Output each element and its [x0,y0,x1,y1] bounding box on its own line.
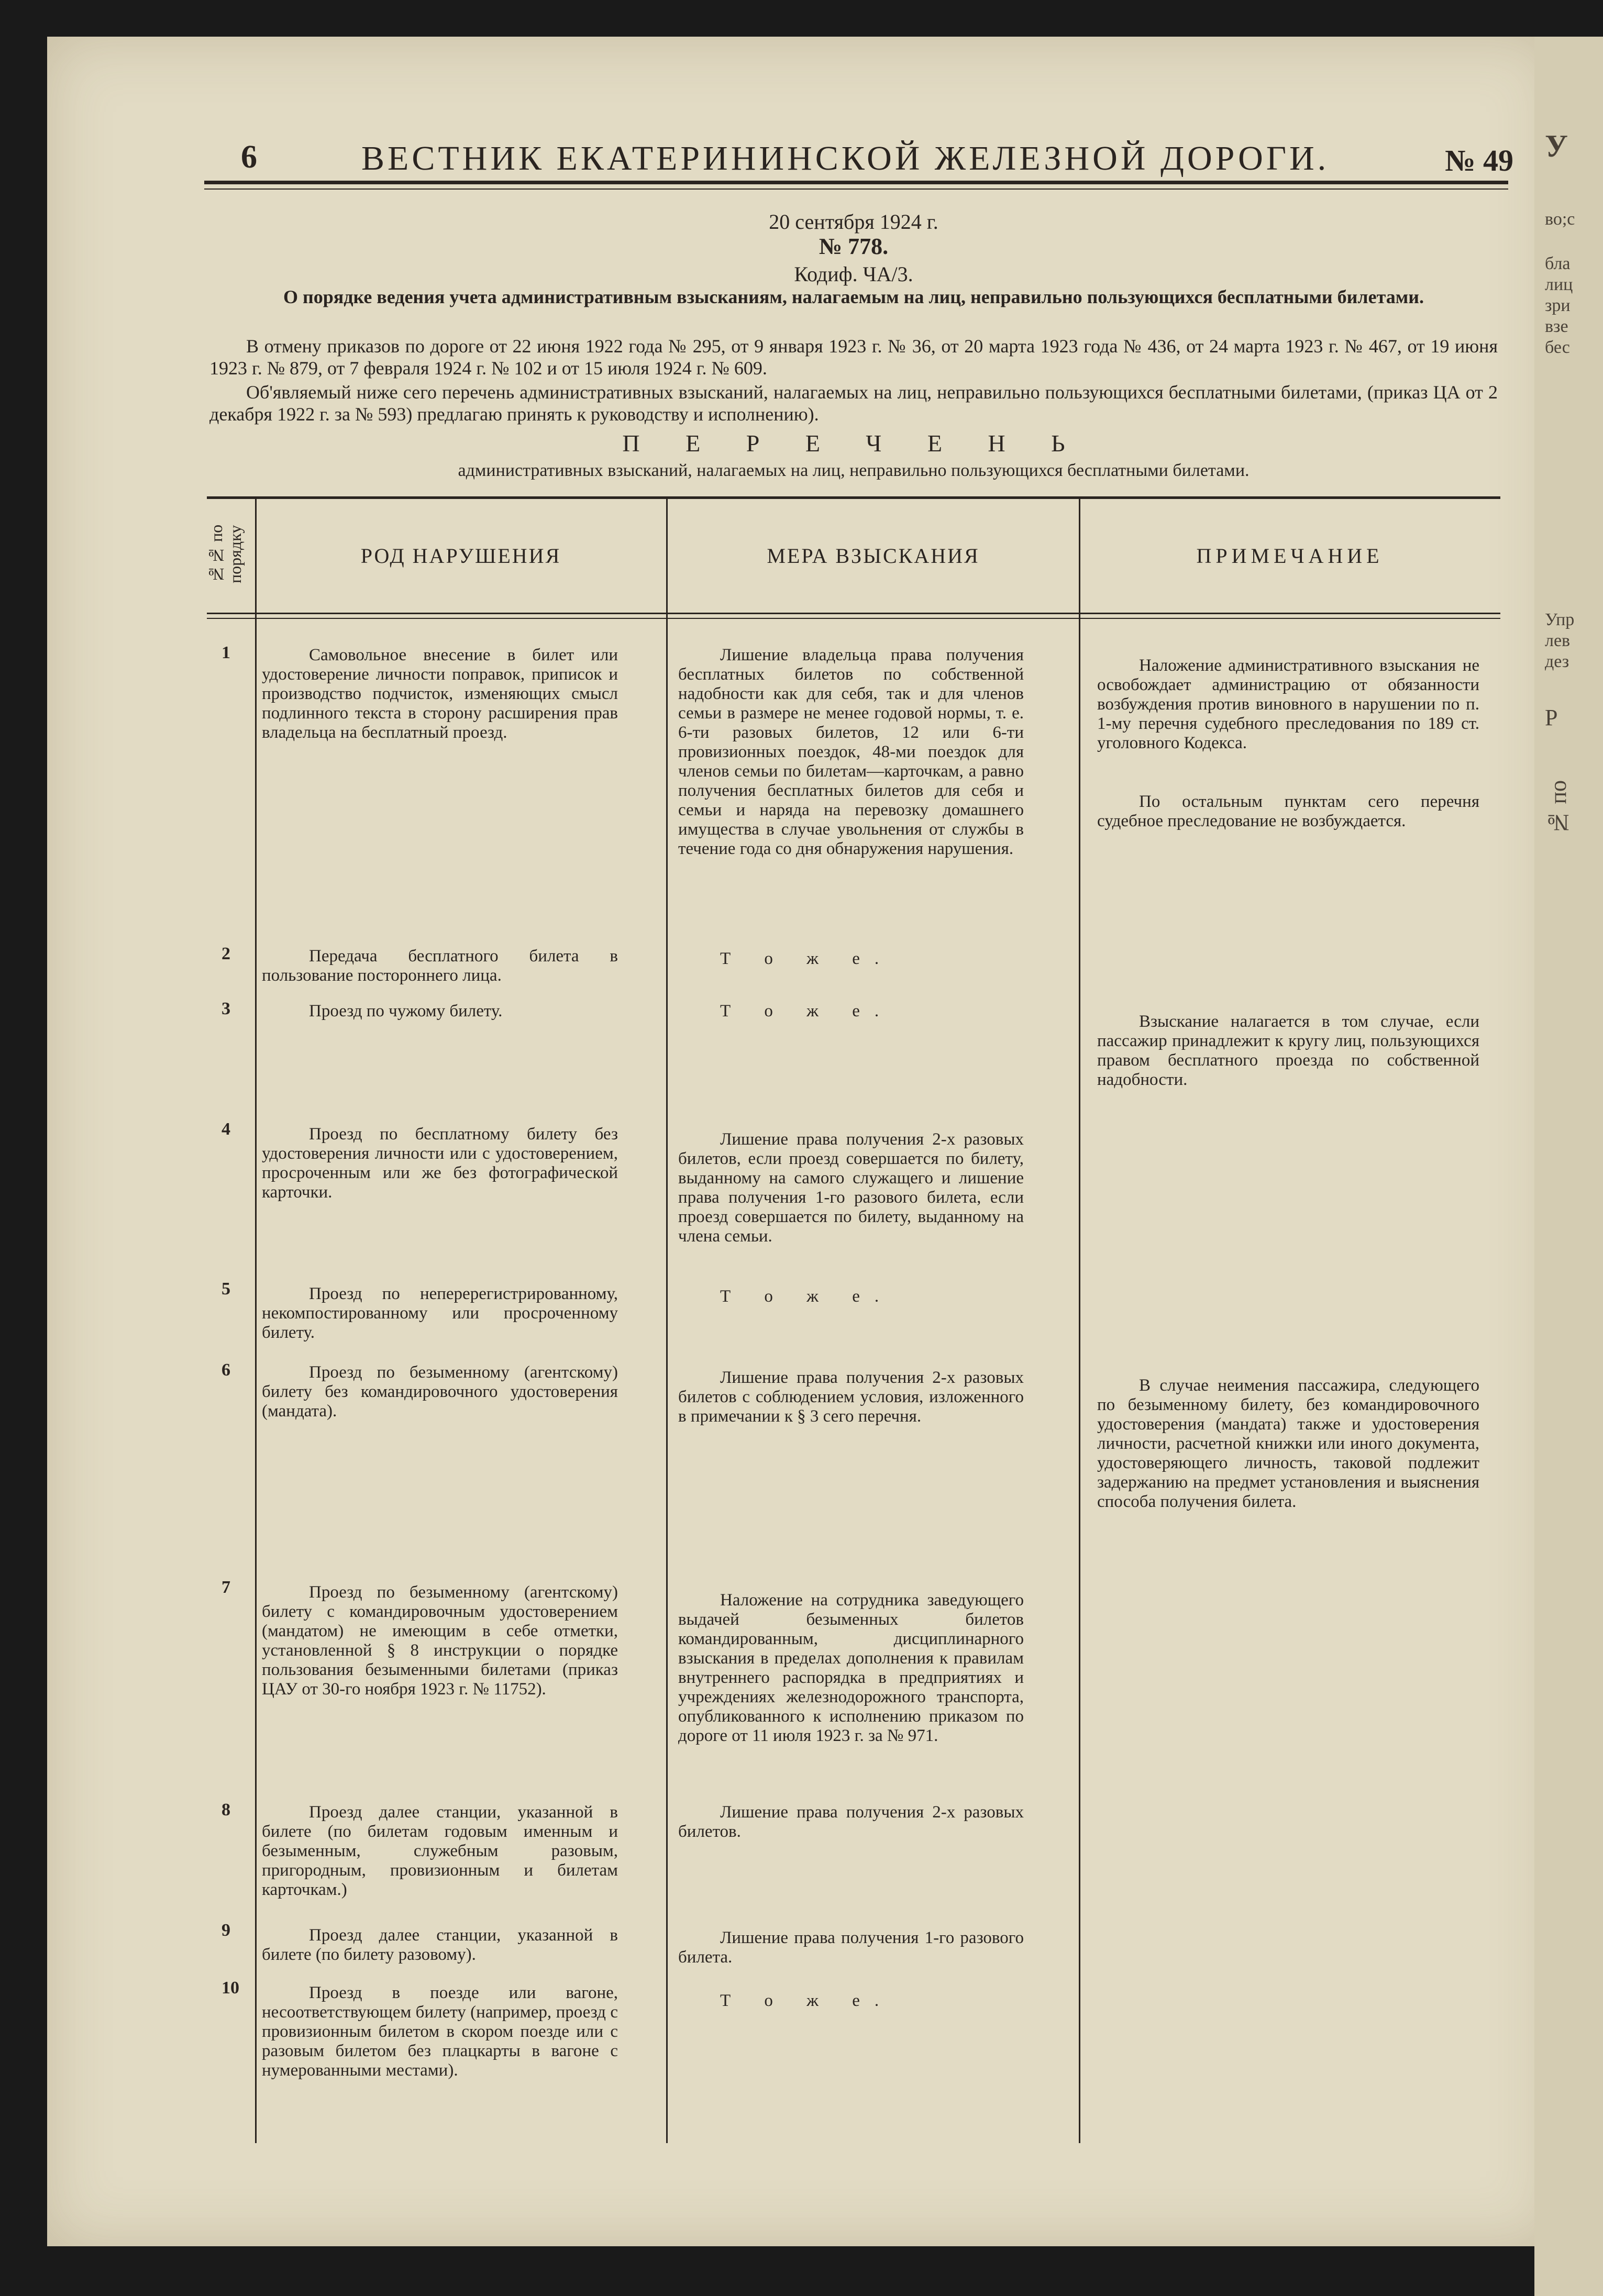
edge-fragment: Р [1545,705,1558,730]
edge-fragment: Упр [1545,610,1575,629]
row-number: 8 [222,1800,230,1820]
violation-cell: Самовольное внесение в билет или удостоверение личности поправок, приписок и производство подчисток, изменяющих смысл подлинного текста в сторону расширения прав владельца на бесплатный проезд. [262,646,618,742]
violation-cell: Проезд по безыменному (агентскому) билету без командировочного удостоверения (мандата). [262,1363,618,1421]
header-rule-thin [204,188,1508,190]
row-number: 3 [222,999,230,1018]
violation-cell: Проезд далее станции, указанной в билете (по билету разовому). [262,1926,618,1964]
column-header-note: ПРИМЕЧАНИЕ [1196,544,1384,568]
row-number: 6 [222,1360,230,1380]
column-header-number: №№ по порядку [207,524,245,584]
order-paragraph: В отмену приказов по дороге от 22 июня 1922 года № 295, от 9 января 1923 г. № 36, от 20 марта 1923 года № 436, от 24 марта 1923 г. № 467, от 19 июня 1923 г. № 879, от 7 февраля 1924 г. № 102 и от 15 июля 1924 г. № 609. [209,336,1498,379]
row-number: 10 [222,1978,239,1998]
table-header-rule-thin [207,618,1500,619]
column-divider [666,496,668,2143]
penalty-cell: Лишение права получения 1-го разового билета. [678,1928,1024,1967]
column-divider [255,496,257,2143]
column-header-penalty: МЕРА ВЗЫСКАНИЯ [767,544,980,568]
page-header [204,139,1513,186]
edge-fragment: лев [1545,631,1571,650]
edge-fragment: дез [1545,652,1569,671]
page-number: 6 [241,139,257,175]
penalties-table [207,496,1500,2143]
note-cell: По остальным пунктам сего перечня судебное преследование не возбуждается. [1097,792,1479,830]
penalty-cell: Лишение права получения 2-х разовых билетов, если проезд совершается по билету, выданному на самого служащего и лишение права получения 1-го разового билета, если проезд совершается по билету, выданному на члена семьи. [678,1130,1024,1246]
violation-cell: Проезд по безыменному (агентскому) билету с командировочным удостоверением (мандатом) не имеющим в себе отметки, установленной § 8 инструкции о порядке пользования безыменными билетами (приказ ЦАУ от 30-го ноября 1923 г. № 11752). [262,1583,618,1699]
violation-cell: Проезд в поезде или вагоне, несоответствующем билету (например, проезд с провизионным билетом в скором поезде или с разовым билетом без плацкарты в вагоне с нумерованными местами). [262,1983,618,2080]
edge-fragment: № по [1545,780,1571,836]
edge-fragment: взе [1545,317,1568,336]
newspaper-title: ВЕСТНИК ЕКАТЕРИНИНСКОЙ ЖЕЛЕЗНОЙ ДОРОГИ. [361,139,1330,178]
note-cell: Взыскание налагается в том случае, если пассажир принадлежит к кругу лиц, пользующихся правом бесплатного проезда по собственной надобности. [1097,1012,1479,1089]
row-number: 4 [222,1119,230,1139]
violation-cell: Проезд по неперерегистрированному, некомпостированному или просроченному билету. [262,1284,618,1342]
penalty-cell: Наложение на сотрудника заведующего выдачей безыменных билетов командированным, дисциплинарного взыскания в пределах дополнения к правилам внутреннего распорядка в предприятиях и учреждениях железнодорожного транспорта, опубликованного к исполнению приказом по дороге от 11 июля 1923 г. за № 971. [678,1591,1024,1745]
penalty-cell: Лишение права получения 2-х разовых билетов. [678,1803,1024,1841]
row-number: 1 [222,643,230,662]
penalty-cell: Т о ж е. [720,1002,894,1021]
edge-fragment: лиц [1545,275,1573,294]
violation-cell: Передача бесплатного билета в пользование постороннего лица. [262,947,618,985]
order-paragraph: Об'являемый ниже сего перечень административных взысканий, налагаемых на лиц, неправильно пользующихся бесплатными билетами, (приказ ЦА от 2 декабря 1922 г. за № 593) предлагаю принять к руководству и исполнению). [209,382,1498,425]
edge-fragment: зри [1545,296,1571,315]
penalty-cell: Т о ж е. [720,949,894,968]
column-header-violation: РОД НАРУШЕНИЯ [360,544,561,568]
order-number: № 778. [819,234,889,259]
issue-number: № 49 [1445,143,1513,178]
note-cell: Наложение административного взыскания не освобождает администрацию от обязанности возбуждения против виновного в нарушении по п. 1-му перечня судебного преследования по 189 ст. уголовного Кодекса. [1097,656,1479,752]
edge-fragment: во;с [1545,209,1575,229]
row-number: 7 [222,1578,230,1597]
violation-cell: Проезд по бесплатному билету без удостоверения личности или с удостоверением, просроченным или же без фотографической карточки. [262,1125,618,1202]
note-cell: В случае неимения пассажира, следующего по безыменному билету, без командировочного удостоверения (мандата) также и удостоверения личности, расчетной книжки или иного документа, удостоверяющего личность, таковой подлежит задержанию на предмет установления и выяснения способа получения билета. [1097,1376,1479,1511]
penalty-cell: Лишение владельца права получения бесплатных билетов по собственной надобности как для себя, так и для членов семьи в размере не менее годовой нормы, т. е. 6-ти разовых билетов, 12 или 6-ти провизионных поездок, 48-ми поездок для членов семьи по билетам—карточкам, а равно получения бесплатных билетов для себя и семьи и наряда на перевозку домашнего имущества в случае увольнения от службы в течение года со дня обнаружения нарушения. [678,646,1024,858]
violation-cell: Проезд по чужому билету. [309,1002,503,1021]
edge-fragment: бес [1545,338,1570,357]
table-header-rule [207,613,1500,614]
penalty-cell: Лишение права получения 2-х разовых билетов с соблюдением условия, изложенного в примечании к § 3 сего перечня. [678,1368,1024,1426]
edge-fragment: У [1545,129,1568,163]
column-divider [1079,496,1080,2143]
row-number: 2 [222,944,230,963]
penalty-cell: Т о ж е. [720,1991,894,2010]
order-codification: Кодиф. ЧА/3. [794,262,913,286]
adjacent-page-edge [1534,37,1603,2296]
row-number: 5 [222,1279,230,1299]
list-title: П Е Р Е Ч Е Н Ь [622,430,1085,457]
list-subtitle: административных взысканий, налагаемых на лиц, неправильно пользующихся бесплатными билетами. [458,461,1250,480]
order-subject: О порядке ведения учета административным взысканиям, налагаемым на лиц, неправильно пользующихся бесплатными билетами. [283,286,1424,307]
penalty-cell: Т о ж е. [720,1287,894,1306]
table-top-rule [207,496,1500,499]
row-number: 9 [222,1921,230,1940]
edge-fragment: бла [1545,254,1571,273]
order-date: 20 сентября 1924 г. [769,210,938,234]
violation-cell: Проезд далее станции, указанной в билете (по билетам годовым именным и безыменным, служебным разовым, пригородным, провизионным и билетам карточкам.) [262,1803,618,1899]
header-rule [204,181,1508,184]
